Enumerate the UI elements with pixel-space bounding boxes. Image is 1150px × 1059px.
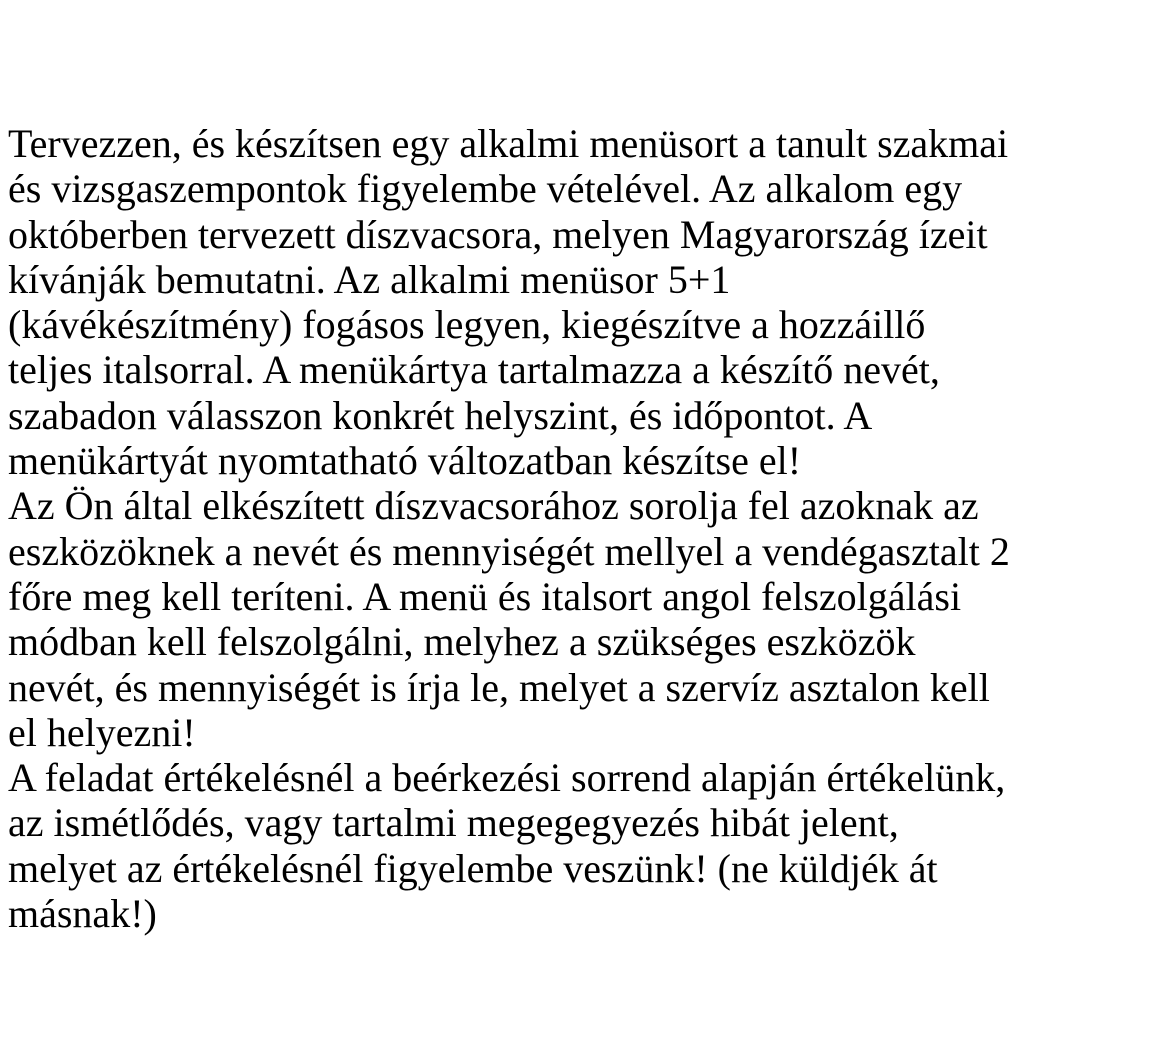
text-line-4: kívánják bemutatni. Az alkalmi menüsor 5+1 [8, 256, 731, 302]
text-line-13: nevét, és mennyiségét is írja le, melyet a szervíz asztalon kell [8, 664, 990, 710]
document-body [8, 121, 1150, 936]
text-line-11: főre meg kell teríteni. A menü és italsort angol felszolgálási [8, 573, 962, 619]
text-line-17: melyet az értékelésnél figyelembe veszünk! (ne küldjék át [8, 845, 938, 891]
text-line-15: A feladat értékelésnél a beérkezési sorrend alapján értékelünk, [8, 755, 1006, 801]
text-line-2: és vizsgaszempontok figyelembe vételével. Az alkalom egy [8, 166, 963, 212]
text-line-5: (kávékészítmény) fogásos legyen, kiegészítve a hozzáillő [8, 302, 926, 348]
text-line-1: Tervezzen, és készítsen egy alkalmi menüsort a tanult szakmai [8, 121, 1009, 166]
text-line-12: módban kell felszolgálni, melyhez a szükséges eszközök [8, 619, 916, 665]
text-line-10: eszközöknek a nevét és mennyiségét mellyel a vendégasztalt 2 [8, 528, 1010, 574]
text-line-3: októberben tervezett díszvacsora, melyen Magyarország ízeit [8, 211, 988, 257]
text-line-9: Az Ön által elkészített díszvacsorához sorolja fel azoknak az [8, 483, 979, 529]
text-line-6: teljes italsorral. A menükártya tartalmazza a készítő nevét, [8, 347, 940, 393]
text-line-8: menükártyát nyomtatható változatban készítse el! [8, 438, 802, 484]
text-line-7: szabadon válasszon konkrét helyszint, és időpontot. A [8, 392, 873, 438]
text-line-14: el helyezni! [8, 709, 196, 755]
text-line-18: másnak!) [8, 891, 157, 937]
text-line-16: az ismétlődés, vagy tartalmi megegegyezés hibát jelent, [8, 800, 899, 846]
